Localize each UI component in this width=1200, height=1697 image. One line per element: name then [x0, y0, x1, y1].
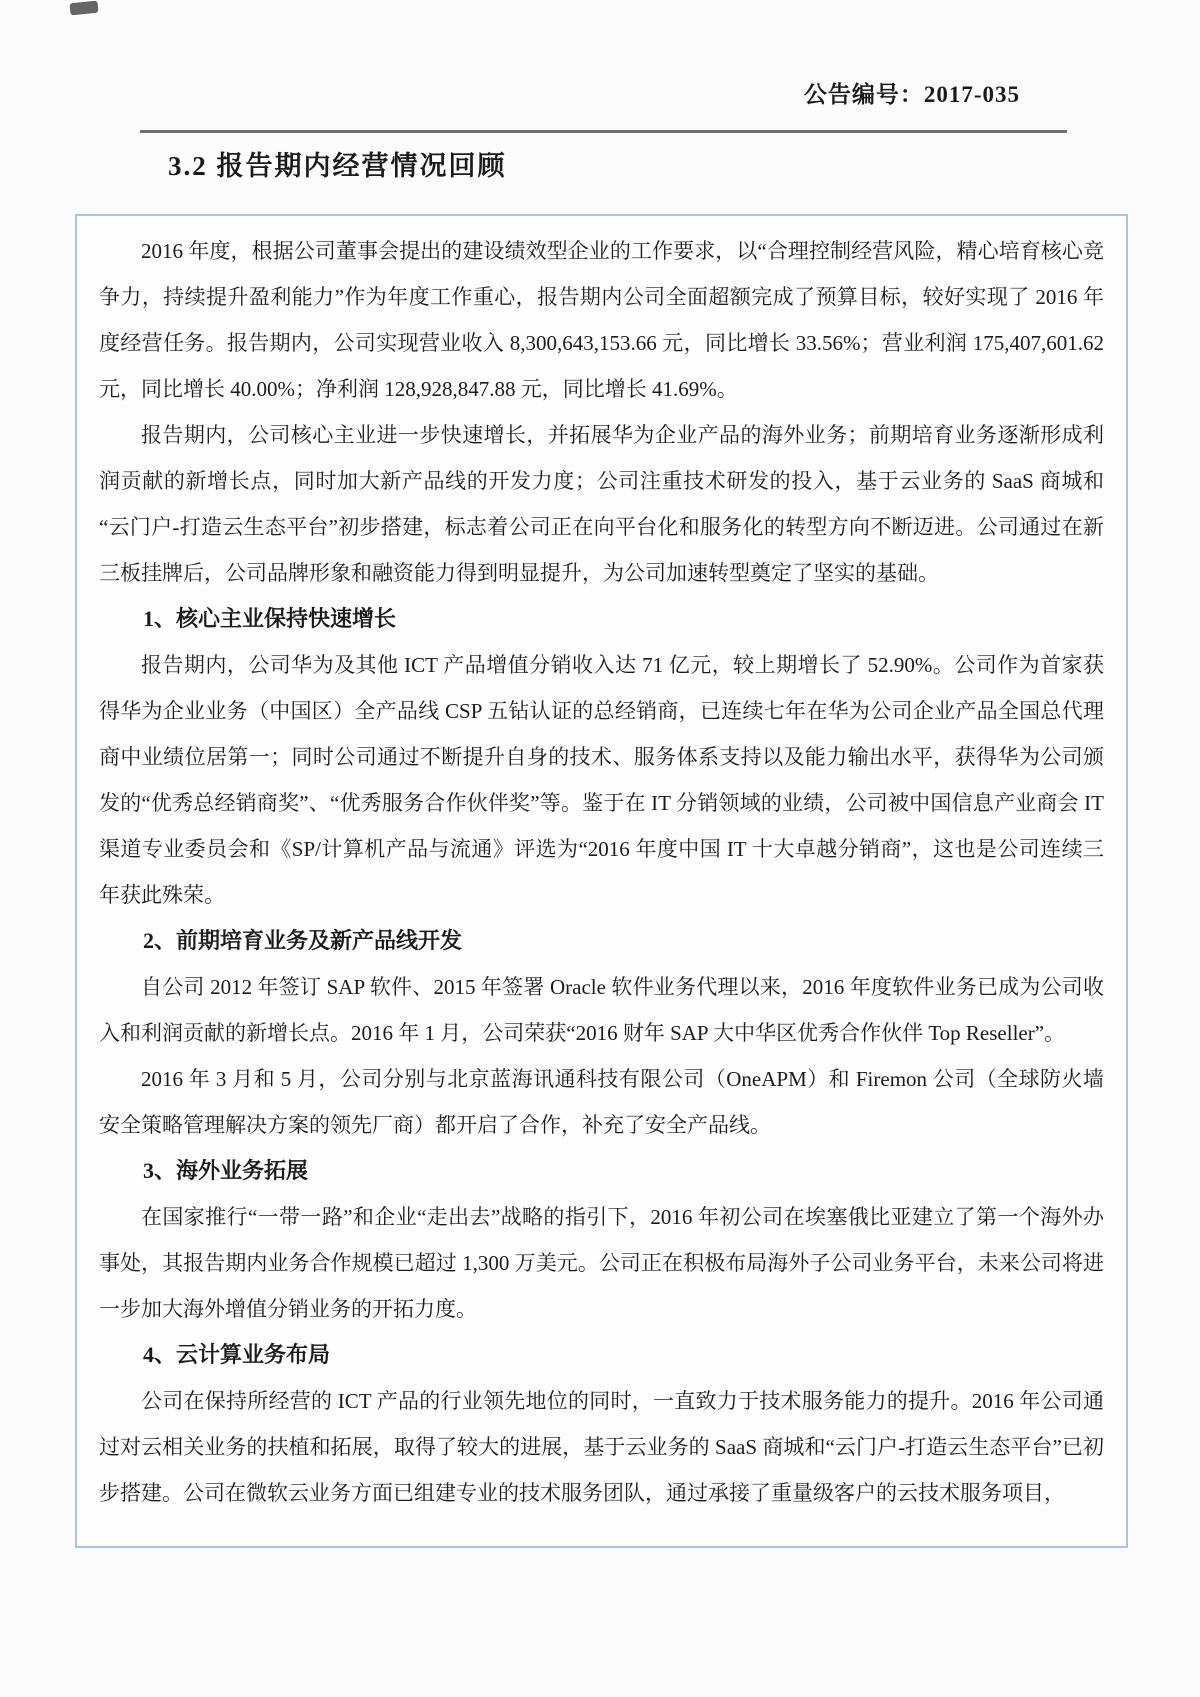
scan-artifact [69, 1, 98, 16]
paragraph-software-agency: 自公司 2012 年签订 SAP 软件、2015 年签署 Oracle 软件业务代理以来，2016 年度软件业务已成为公司收入和利润贡献的新增长点。2016 年 1 月，公司荣获“2016 财年 SAP 大中华区优秀合作伙伴 Top Reseller”。 [99, 975, 1104, 1045]
paragraph-security-partnerships: 2016 年 3 月和 5 月，公司分别与北京蓝海讯通科技有限公司（OneAPM）和 Firemon 公司（全球防火墙安全策略管理解决方案的领先厂商）都开启了合作，补充了安全产品线。 [99, 1067, 1104, 1137]
section-title: 3.2 报告期内经营情况回顾 [168, 151, 507, 181]
report-content-box [75, 214, 1128, 1548]
paragraph-overseas-expansion: 在国家推行“一带一路”和企业“走出去”战略的指引下，2016 年初公司在埃塞俄比亚建立了第一个海外办事处，其报告期内业务合作规模已超过 1,300 万美元。公司正在积极布局海外子公司业务平台，未来公司将进一步加大海外增值分销业务的开拓力度。 [99, 1205, 1104, 1321]
section-heading-cloud: 4、云计算业务布局 [143, 1342, 331, 1367]
header-divider-line [140, 130, 1067, 133]
section-heading-new-products: 2、前期培育业务及新产品线开发 [143, 928, 463, 953]
section-heading-overseas: 3、海外业务拓展 [143, 1158, 309, 1183]
announcement-number: 公告编号：2017-035 [803, 82, 1020, 107]
paragraph-core-business: 报告期内，公司华为及其他 ICT 产品增值分销收入达 71 亿元，较上期增长了 52.90%。公司作为首家获得华为企业业务（中国区）全产品线 CSP 五钻认证的总经销商，已连续七年在华为公司企业产品全国总代理商中业绩位居第一；同时公司通过不断提升自身的技术、服务体系支持以及能力输出水平，获得华为公司颁发的“优秀总经销商奖”、“优秀服务合作伙伴奖”等。鉴于在 IT 分销领域的业绩，公司被中国信息产业商会 IT 渠道专业委员会和《SP/计算机产品与流通》评选为“2016 年度中国 IT 十大卓越分销商”，这也是公司连续三年获此殊荣。 [99, 653, 1104, 907]
paragraph-cloud-business: 公司在保持所经营的 ICT 产品的行业领先地位的同时，一直致力于技术服务能力的提升。2016 年公司通过对云相关业务的扶植和拓展，取得了较大的进展，基于云业务的 SaaS 商城和“云门户-打造云生态平台”已初步搭建。公司在微软云业务方面已组建专业的技术服务团队，通过承接了重量级客户的云技术服务项目， [99, 1389, 1104, 1505]
section-heading-core-business: 1、核心主业保持快速增长 [143, 606, 397, 631]
paragraph-business-growth: 报告期内，公司核心主业进一步快速增长，并拓展华为企业产品的海外业务；前期培育业务逐渐形成利润贡献的新增长点，同时加大新产品线的开发力度；公司注重技术研发的投入，基于云业务的 SaaS 商城和“云门户-打造云生态平台”初步搭建，标志着公司正在向平台化和服务化的转型方向不断迈进。公司通过在新三板挂牌后，公司品牌形象和融资能力得到明显提升，为公司加速转型奠定了坚实的基础。 [99, 423, 1104, 585]
paragraph-overview: 2016 年度，根据公司董事会提出的建设绩效型企业的工作要求，以“合理控制经营风险，精心培育核心竞争力，持续提升盈利能力”作为年度工作重心，报告期内公司全面超额完成了预算目标，较好实现了 2016 年度经营任务。报告期内，公司实现营业收入 8,300,643,153.66 元，同比增长 33.56%；营业利润 175,407,601.62 元，同比增长 40.00%；净利润 128,928,847.88 元，同比增长 41.69%。 [99, 239, 1104, 401]
